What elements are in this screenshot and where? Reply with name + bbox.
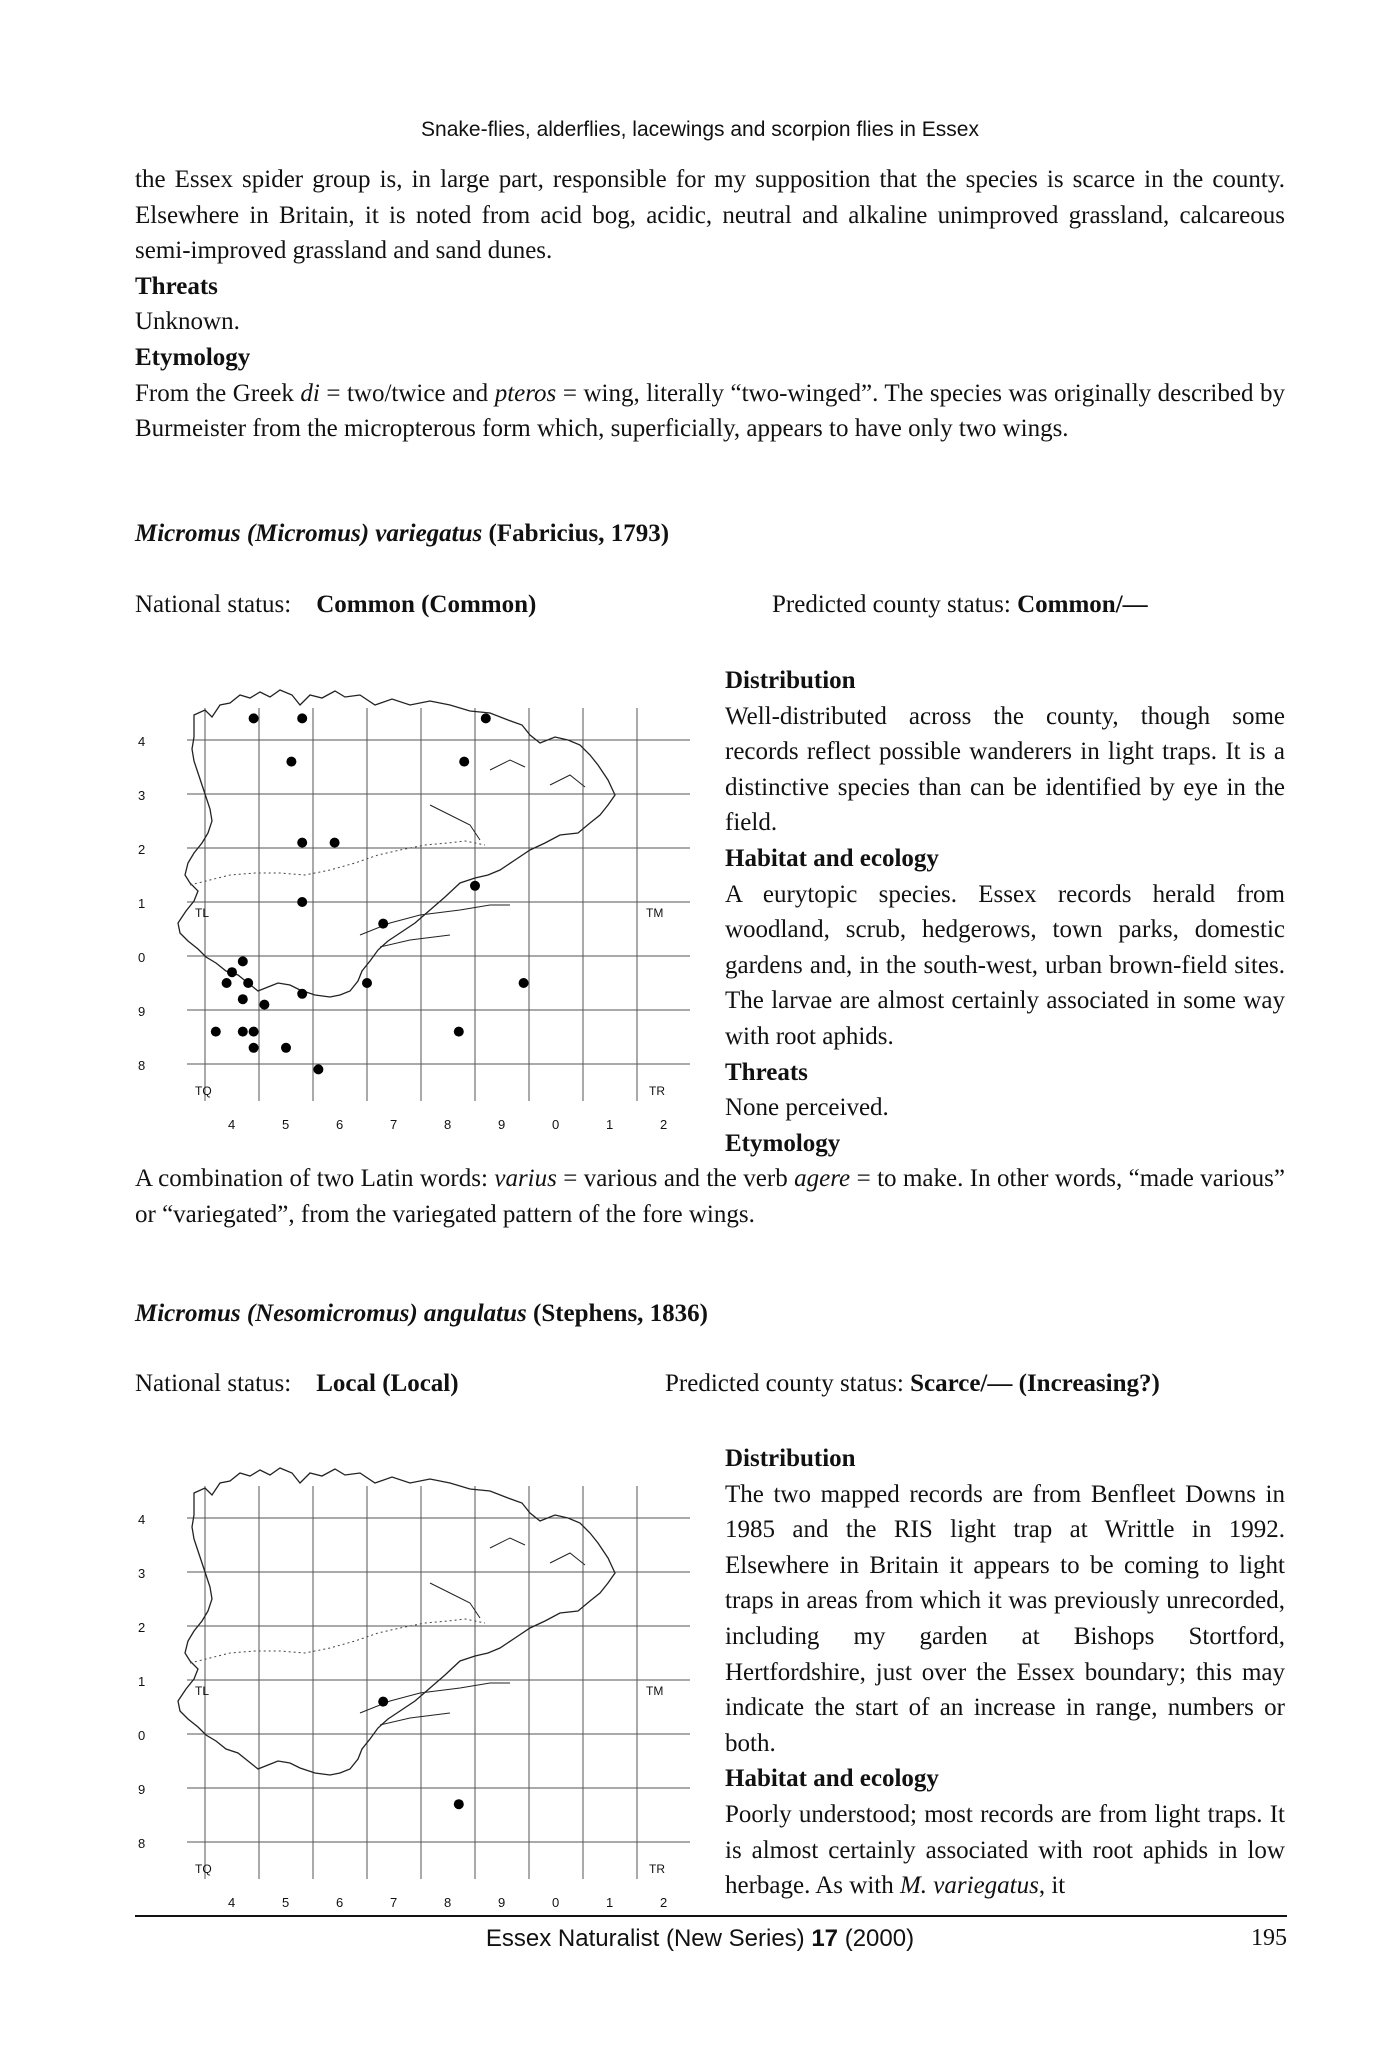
distribution-map-micromus-angulatus [130, 1443, 690, 1913]
x-tick-label: 0 [552, 1895, 560, 1910]
x-tick-label: 0 [552, 1117, 560, 1132]
distribution-map-micromus-variegatus [130, 665, 690, 1135]
y-tick-label: 0 [138, 950, 146, 965]
y-tick-label: 1 [138, 1674, 146, 1689]
record-dot [286, 757, 296, 767]
y-tick-label: 9 [138, 1004, 146, 1019]
y-tick-label: 8 [138, 1836, 146, 1851]
x-tick-label: 7 [390, 1895, 398, 1910]
x-tick-label: 2 [660, 1117, 668, 1132]
y-tick-label: 2 [138, 842, 146, 857]
x-tick-label: 7 [390, 1117, 398, 1132]
y-tick-label: 4 [138, 1512, 146, 1527]
y-tick-label: 2 [138, 1620, 146, 1635]
record-dot [222, 978, 232, 988]
etymology-text: From the Greek di = two/twice and pteros = wing, literally “two-winged”. The species was originally described by Burmeister from the micropterous form which, superficially, appears to have only two wings. [135, 379, 1285, 443]
record-dot [454, 1027, 464, 1037]
x-tick-label: 8 [444, 1895, 452, 1910]
x-tick-label: 9 [498, 1895, 506, 1910]
x-tick-label: 6 [336, 1895, 344, 1910]
y-tick-label: 4 [138, 734, 146, 749]
record-dot [362, 978, 372, 988]
distribution-text: Well-distributed across the county, though some records reflect possible wanderers in light traps. It is a distinctive species than can be identified by eye in the field. [725, 702, 1285, 837]
species-2-national-status: National status: Local (Local) [135, 1370, 459, 1397]
map-grid [187, 1486, 690, 1879]
record-dot [243, 978, 253, 988]
record-dot [249, 713, 259, 723]
threats-text: Unknown. [135, 308, 240, 336]
x-tick-label: 1 [606, 1895, 614, 1910]
x-tick-label: 5 [282, 1117, 290, 1132]
running-head: Snake-flies, alderflies, lacewings and scorpion flies in Essex [421, 118, 979, 141]
record-dot [249, 1043, 259, 1053]
essex-coastline [178, 1468, 615, 1775]
y-tick-label: 3 [138, 1566, 146, 1581]
record-dot [459, 757, 469, 767]
footer-rule [135, 1915, 1287, 1917]
x-tick-label: 6 [336, 1117, 344, 1132]
species-1-details [725, 663, 1285, 1161]
record-dot [249, 1027, 259, 1037]
x-tick-label: 4 [228, 1895, 236, 1910]
square-label-tq: TQ [195, 1084, 212, 1098]
x-tick-label: 9 [498, 1117, 506, 1132]
x-tick-label: 4 [228, 1117, 236, 1132]
record-dot [238, 956, 248, 966]
habitat-text: A eurytopic species. Essex records herald from woodland, scrub, hedgerows, town parks, domestic gardens and, in the south-west, urban brown-field sites. The larvae are almost certainly associated in some way with root aphids. [725, 880, 1285, 1050]
species-1-national-status: National status: Common (Common) [135, 591, 537, 618]
record-dot [519, 978, 529, 988]
record-dot [281, 1043, 291, 1053]
record-dot [238, 994, 248, 1004]
threats-heading: Threats [725, 1058, 808, 1086]
intro-section [135, 162, 1285, 447]
y-tick-label: 0 [138, 1728, 146, 1743]
square-label-tl: TL [195, 906, 210, 920]
square-label-tm: TM [646, 906, 664, 920]
record-dot [330, 838, 340, 848]
intro-paragraph: the Essex spider group is, in large part, responsible for my supposition that the species is scarce in the county. Elsewhere in Britain, it is noted from acid bog, acidic, neutral and alkaline unimproved grassland, calcareous semi-improved grassland and sand dunes. [135, 166, 1285, 265]
map-grid [187, 708, 690, 1101]
square-label-tq: TQ [195, 1862, 212, 1876]
y-tick-label: 9 [138, 1782, 146, 1797]
page-number: 195 [1251, 1925, 1287, 1951]
y-tick-label: 1 [138, 896, 146, 911]
species-2-title: Micromus (Nesomicromus) angulatus (Stephens, 1836) [135, 1300, 709, 1327]
record-dots [211, 713, 529, 1074]
etymology-heading: Etymology [135, 343, 251, 371]
record-dot [211, 1027, 221, 1037]
habitat-heading: Habitat and ecology [725, 1765, 939, 1793]
footer-journal: Essex Naturalist (New Series) 17 (2000) [485, 1925, 915, 1952]
square-label-tr: TR [649, 1084, 665, 1098]
record-dot [297, 897, 307, 907]
x-tick-label: 5 [282, 1895, 290, 1910]
square-label-tr: TR [649, 1862, 665, 1876]
record-dot [313, 1064, 323, 1074]
threats-heading: Threats [135, 272, 218, 300]
record-dot [378, 1697, 388, 1707]
record-dot [481, 713, 491, 723]
distribution-heading: Distribution [725, 1445, 856, 1472]
record-dot [227, 967, 237, 977]
record-dot [238, 1027, 248, 1037]
species-1-title: Micromus (Micromus) variegatus (Fabricius, 1793) [135, 520, 670, 547]
estuary-lines [360, 760, 585, 947]
record-dot [378, 919, 388, 929]
essex-coastline [178, 690, 615, 997]
threats-text: None perceived. [725, 1094, 889, 1122]
record-dot [297, 713, 307, 723]
record-dot [297, 989, 307, 999]
y-tick-label: 8 [138, 1058, 146, 1073]
species-2-county-status: Predicted county status: Scarce/— (Increasing?) [665, 1370, 1160, 1397]
habitat-heading: Habitat and ecology [725, 844, 939, 872]
record-dot [297, 838, 307, 848]
square-label-tl: TL [195, 1684, 210, 1698]
species-2-details [725, 1441, 1285, 1904]
record-dot [470, 881, 480, 891]
square-label-tm: TM [646, 1684, 664, 1698]
x-tick-label: 2 [660, 1895, 668, 1910]
habitat-text: Poorly understood; most records are from light traps. It is almost certainly associated with root aphids in low herbage. As with M. variegatus, it [725, 1800, 1285, 1900]
etymology-heading: Etymology [725, 1129, 841, 1157]
x-tick-label: 8 [444, 1117, 452, 1132]
y-tick-label: 3 [138, 788, 146, 803]
estuary-lines [360, 1538, 585, 1725]
species-1-county-status: Predicted county status: Common/— [772, 591, 1148, 618]
record-dot [259, 1000, 269, 1010]
distribution-text: The two mapped records are from Benfleet Downs in 1985 and the RIS light trap at Writtle in 1992. Elsewhere in Britain it appears to be coming to light traps in areas from which it was previously unrecorded, including my garden at Bishops Stortford, Hertfordshire, just over the Essex boundary; this may indicate the start of an increase in range, numbers or both. [725, 1480, 1285, 1757]
distribution-heading: Distribution [725, 667, 856, 694]
record-dot [454, 1799, 464, 1809]
species-1-etymology-text: A combination of two Latin words: varius = various and the verb agere = to make. In other words, “made various” or “variegated”, from the variegated pattern of the fore wings. [135, 1165, 1285, 1228]
x-tick-label: 1 [606, 1117, 614, 1132]
